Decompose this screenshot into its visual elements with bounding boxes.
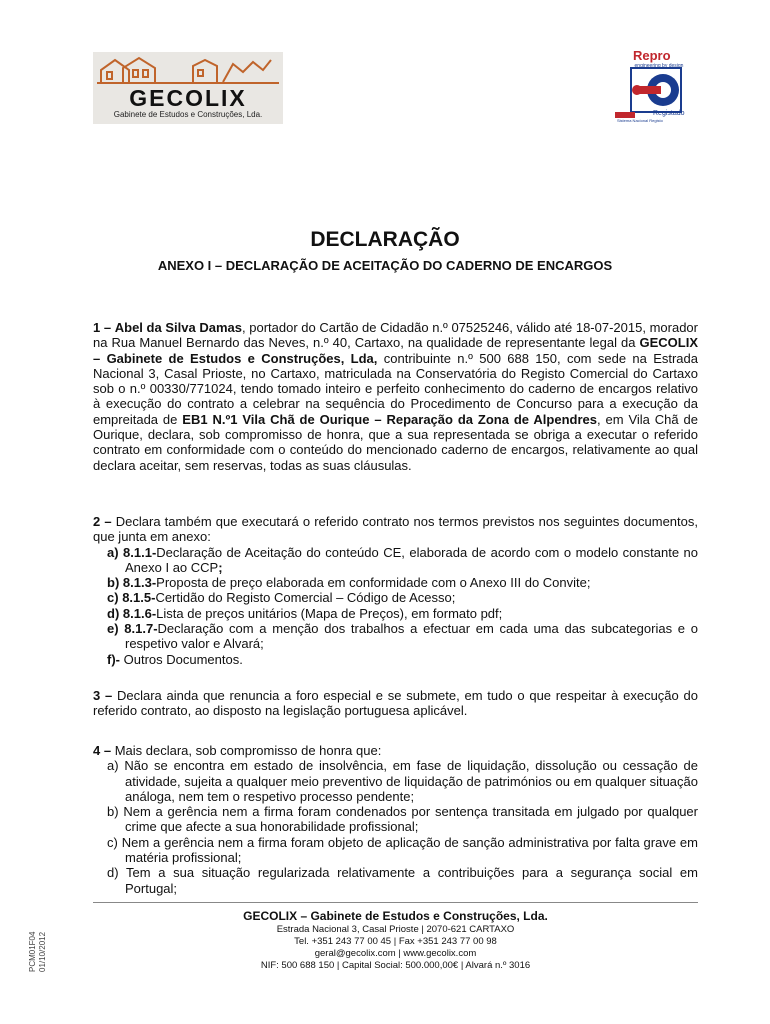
paragraph-3 xyxy=(93,688,698,719)
repro-bottom-text: Sistema Nacional Registo xyxy=(617,118,663,123)
paragraph-4 xyxy=(93,743,698,896)
footer-phone: Tel. +351 243 77 00 45 | Fax +351 243 77 00 98 xyxy=(294,936,497,947)
p1-text-1: , portador do Cartão de Cidadão n.º 07525246, válido até 18-07-2015, morador na Rua Manuel Bernardo das Neves, n.º 40, Cartaxo, na qualidade de representante legal da xyxy=(93,320,698,351)
document-reference xyxy=(28,932,48,972)
p1-work: EB1 N.º1 Vila Chã de Ourique – Reparação da Zona de Alpendres xyxy=(182,411,597,427)
p4-list xyxy=(93,758,698,896)
p2-list xyxy=(93,545,698,667)
p1-name: Abel da Silva Damas xyxy=(114,320,242,335)
p4-intro: Mais declara, sob compromisso de honra que: xyxy=(111,743,382,758)
footer-legal: NIF: 500 688 150 | Capital Social: 500.000,00€ | Alvará n.º 3016 xyxy=(260,960,531,971)
p3-number: 3 – xyxy=(93,688,113,703)
list-item: d) Tem a sua situação regularizada relativamente a contribuições para a segurança social em Portugal; xyxy=(107,865,698,896)
page-footer xyxy=(93,908,698,972)
list-item: e) 8.1.7-Declaração com a menção dos trabalhos a efectuar em cada uma das subcategorias e o respetivo valor e Alvará; xyxy=(107,621,698,652)
list-item: c) Nem a gerência nem a firma foram objeto de aplicação de sanção administrativa por falta grave em matéria profissional; xyxy=(107,834,698,866)
footer-divider xyxy=(93,902,698,903)
p1-number: 1 – xyxy=(93,320,112,335)
docref-code: PCM01F04 xyxy=(28,931,37,972)
repro-title: Repro xyxy=(633,48,671,63)
p2-intro: Declara também que executará o referido contrato nos termos previstos nos seguintes documentos, que junta em anexo: xyxy=(93,514,698,545)
gecolix-logo xyxy=(93,52,283,124)
list-item: f)- Outros Documentos. xyxy=(107,651,243,667)
houses-icon xyxy=(93,52,283,88)
p1-text-3: , em Vila Chã de Ourique, declara, sob compromisso de honra, que a sua representada se obriga a executar o referido contrato em conformidade com o conteúdo do mencionado caderno de encargos, relativamente ao qual declara aceitar, sem reservas, todas as suas cláusulas. xyxy=(93,411,698,473)
paragraph-1 xyxy=(93,320,698,473)
repro-logo xyxy=(613,48,699,128)
list-item: b) 8.1.3-Proposta de preço elaborada em conformidade com o Anexo III do Convite; xyxy=(107,575,591,591)
p1-text-2: contribuinte n.º 500 688 150, com sede na Estrada Nacional 3, Casal Prioste, no Cartaxo, matriculada na Conservatória do Registo Comercial do Cartaxo sob o n.º 00330/771024, tendo tomado inteiro e perfeito conhecimento do caderno de encargos relativo à execução do contrato a celebrar na sequência do Procedimento de Concurso para a execução da empreitada de xyxy=(93,350,698,427)
document-title: DECLARAÇÃO xyxy=(310,228,460,251)
list-item: b) Nem a gerência nem a firma foram condenados por sentença transitada em julgado por qualquer crime que afecte a sua honorabilidade profissional; xyxy=(107,804,698,835)
list-item: d) 8.1.6-Lista de preços unitários (Mapa de Preços), em formato pdf; xyxy=(107,605,503,621)
p2-number: 2 – xyxy=(93,514,112,529)
logo-tagline: Gabinete de Estudos e Construções, Lda. xyxy=(113,110,263,119)
footer-email: geral@gecolix.com | www.gecolix.com xyxy=(314,948,477,959)
list-item: c) 8.1.5-Certidão do Registo Comercial – Código de Acesso; xyxy=(107,590,456,606)
paragraph-2 xyxy=(93,514,698,667)
list-item: a) 8.1.1-Declaração de Aceitação do conteúdo CE, elaborada de acordo com o modelo constante no Anexo I ao CCP; xyxy=(107,544,698,575)
document-subtitle: ANEXO I – DECLARAÇÃO DE ACEITAÇÃO DO CADERNO DE ENCARGOS xyxy=(157,258,613,273)
list-item: a) Não se encontra em estado de insolvência, em fase de liquidação, dissolução ou cessação de atividade, sujeita a qualquer meio preventivo de liquidação de patrimónios ou em qualquer situação análoga, nem tem o respetivo processo pendente; xyxy=(107,758,698,804)
p3-text: Declara ainda que renuncia a foro especial e se submete, em tudo o que respeitar à execução do referido contrato, ao disposto na legislação portuguesa aplicável. xyxy=(93,688,698,719)
logo-brand: GECOLIX xyxy=(129,85,247,111)
p1-company: GECOLIX – Gabinete de Estudos e Construções, Lda, xyxy=(93,335,698,366)
repro-registered: Registado xyxy=(653,110,685,117)
footer-address: Estrada Nacional 3, Casal Prioste | 2070-621 CARTAXO xyxy=(276,924,515,935)
docref-date: 01/10/2012 xyxy=(38,931,47,972)
p4-number: 4 – xyxy=(93,743,112,758)
footer-company: GECOLIX – Gabinete de Estudos e Construções, Lda. xyxy=(243,909,548,923)
repro-subtitle: engineering by design xyxy=(634,63,684,69)
